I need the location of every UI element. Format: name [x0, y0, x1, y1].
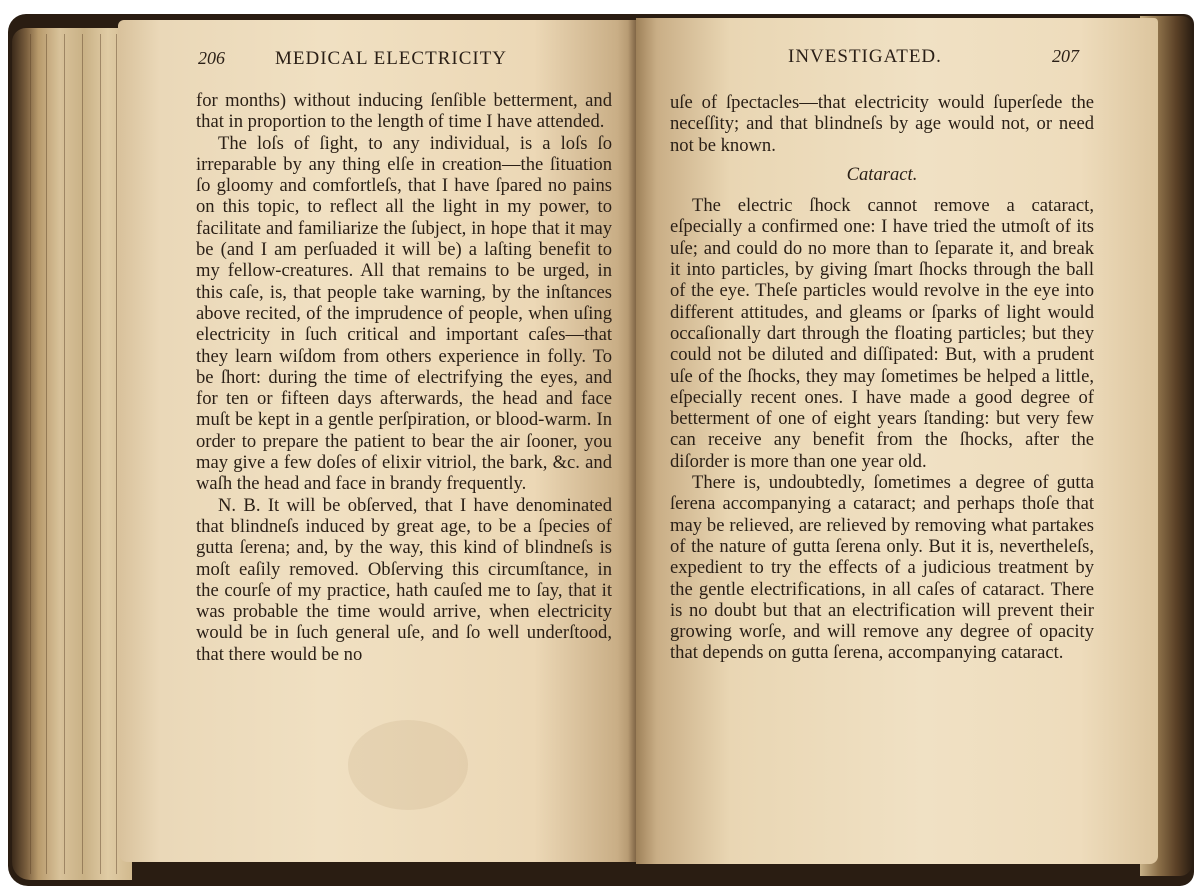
left-paragraph-1: for months) without inducing ſenſible betterment, and that in proportion to the length of time I have attended.	[196, 90, 612, 133]
right-opening-text: uſe of ſpectacles—that electricity would ſuperſede the neceſſity; and that blindneſs by age would not, or need not be known.	[670, 92, 1094, 156]
right-running-header: INVESTIGATED.	[788, 46, 942, 67]
left-paragraph-2: The loſs of ſight, to any individual, is a loſs ſo irreparable by any thing elſe in creation—the ſituation ſo gloomy and comfortleſs, that I have ſpared no pains on this topic, to reflect all the light in my power, to facilitate and familiarize the ſubject, in hope that it may be (and I am perſuaded it will be) a laſting benefit to my fellow-creatures. All that remains to be urged, in this caſe, is, that people take warning, by the inſtances above recited, of the imprudence of people, when uſing electricity in ſuch critical and important caſes—that they learn wiſdom from others experience in folly. To be ſhort: during the time of electrifying the eyes, and for ten or fifteen days afterwards, the head and face muſt be kept in a gentle perſpiration, or blood-warm. In order to prepare the patient to bear the air ſooner, you may give a few doſes of elixir vitriol, the bark, &c. and waſh the head and face in brandy frequently.	[196, 132, 612, 495]
left-page-edges	[12, 28, 132, 880]
left-page-text	[196, 90, 612, 665]
right-page	[636, 18, 1158, 864]
left-running-header: MEDICAL ELECTRICITY	[275, 48, 508, 69]
right-paragraph-1: The electric ſhock cannot remove a cataract, eſpecially a confirmed one: I have tried the utmoſt of its uſe; and could do no more than to ſeparate it, and break it into particles, by giving ſmart ſhocks through the ball of the eye. Theſe particles would revolve in the eye into different attitudes, and gleams or ſparks of light would occaſionally dart through the floating particles; but they could not be diluted and diſſipated: But, with a prudent uſe of the ſhocks, they may ſometimes be helped a little, eſpecially recent ones. I have made a good degree of betterment of one of eight years ſtanding: but very few can receive any benefit from the ſhocks, after the diſorder is more than one year old.	[670, 195, 1094, 472]
left-page-number: 206	[198, 48, 225, 68]
left-page	[118, 20, 638, 862]
right-page-number: 207	[1052, 46, 1079, 66]
section-heading-cataract: Cataract.	[846, 163, 918, 185]
right-page-text	[670, 92, 1094, 664]
right-paragraph-2: There is, undoubtedly, ſometimes a degree of gutta ſerena accompanying a cataract; and perhaps thoſe that may be relieved, are relieved by removing what partakes of the nature of gutta ſerena only. But it is, nevertheleſs, expedient to try the effects of a judicious treatment by the gentle electrifications, in all caſes of cataract. There is no doubt but that an electrification will prevent their growing worſe, and will remove any degree of opacity that depends on gutta ſerena, accompanying cataract.	[670, 472, 1094, 664]
left-paragraph-3: N. B. It will be obſerved, that I have denominated that blindneſs induced by great age, to be a ſpecies of gutta ſerena; and, by the way, this kind of blindneſs is moſt eaſily removed. Obſerving this circumſtance, in the courſe of my practice, hath cauſed me to ſay, that it was probable the time would arrive, when electricity would be in ſuch general uſe, and ſo well underſtood, that there would be no	[196, 494, 612, 665]
